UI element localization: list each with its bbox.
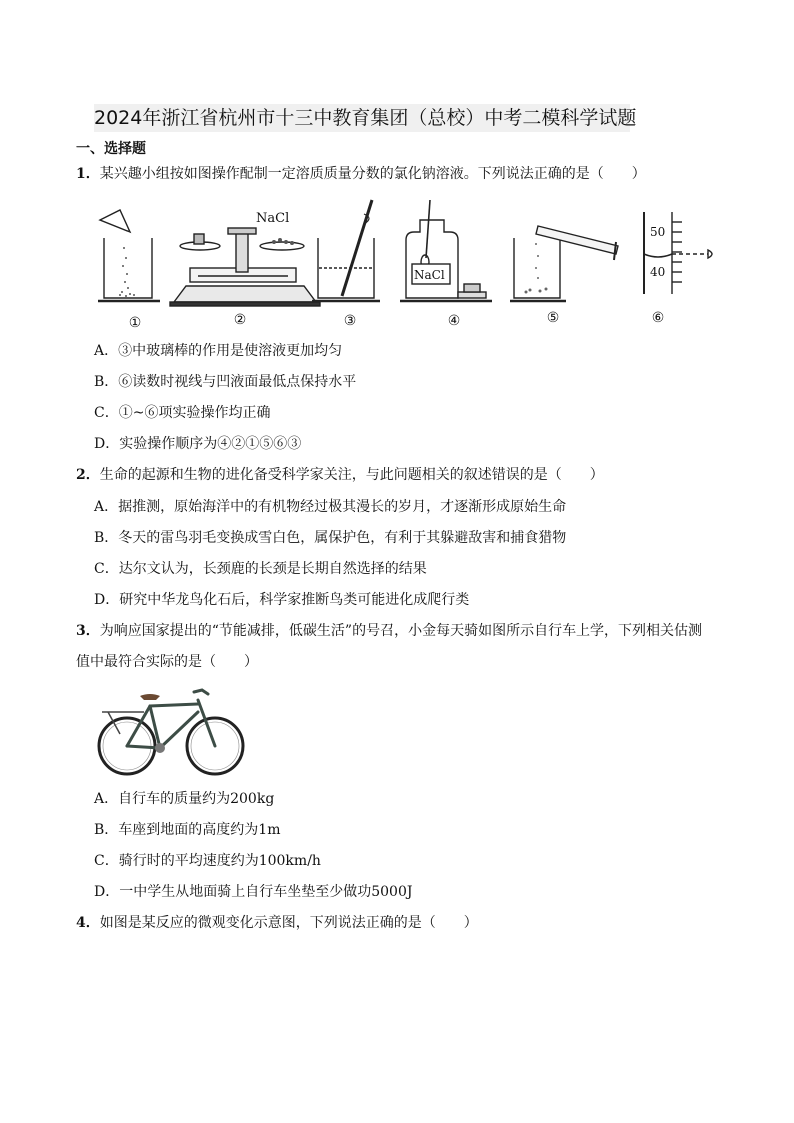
question-2 [76,465,726,485]
question-3-option-c: C．骑行时的平均速度约为100km/h [94,853,321,869]
question-number: 2． [76,467,100,483]
step1-pour-solid [98,210,160,301]
question-number: 3． [76,623,100,639]
figure-label-2: ② [233,312,247,328]
question-number: 1． [76,166,100,182]
question-1-option-d: D．实验操作顺序为④②①⑤⑥③ [94,436,302,452]
question-2-option-c: C．达尔文认为，长颈鹿的长颈是长期自然选择的结果 [94,561,427,577]
question-3-option-a: A．自行车的质量约为200kg [94,791,275,807]
bicycle-figure [94,682,248,778]
question-1-option-a: A．③中玻璃棒的作用是使溶液更加均匀 [94,343,343,359]
step4-reagent-bottle [400,200,492,301]
lab-operations-drawing [90,198,730,338]
figure-label-1: ① [128,315,142,331]
question-stem: 生命的起源和生物的进化备受科学家关注，与此问题相关的叙述错误的是（ ） [99,467,604,483]
step5-pour-liquid [510,226,618,301]
question-stem: 为响应国家提出的“节能减排，低碳生活”的号召，小金每天骑如图所示自行车上学，下列相关估测值中最符合实际的是（ ） [76,623,703,670]
step2-balance [170,211,320,306]
question-4 [76,913,726,933]
question-stem: 如图是某反应的微观变化示意图，下列说法正确的是（ ） [99,915,478,931]
section-heading: 一、选择题 [76,141,146,157]
question-3 [76,616,716,678]
figure-label-4: ④ [447,313,461,329]
question-3-option-b: B．车座到地面的高度约为1m [94,822,281,838]
question-number: 4． [76,915,100,931]
bottle-nacl-label: NaCl [414,268,445,282]
lab-operations-figure [90,198,730,338]
question-2-option-b: B．冬天的雷鸟羽毛变换成雪白色，属保护色，有利于其躲避敌害和捕食猎物 [94,530,567,546]
figure-label-3: ③ [343,313,357,329]
question-2-option-a: A．据推测，原始海洋中的有机物经过极其漫长的岁月，才逐渐形成原始生命 [94,499,567,515]
question-1 [76,164,726,184]
question-3-option-d: D．一中学生从地面骑上自行车坐垫至少做功5000J [94,884,413,900]
cylinder-mark-40: 40 [650,265,666,279]
cylinder-mark-50: 50 [650,225,666,239]
question-stem: 某兴趣小组按如图操作配制一定溶质质量分数的氯化钠溶液。下列说法正确的是（ ） [99,166,646,182]
balance-nacl-label: NaCl [256,211,290,226]
bicycle-drawing [94,682,248,778]
figure-label-5: ⑤ [546,310,560,326]
question-1-option-c: C．①~⑥项实验操作均正确 [94,405,271,421]
question-1-option-b: B．⑥读数时视线与凹液面最低点保持水平 [94,374,357,390]
page-title: 2024年浙江省杭州市十三中教育集团（总校）中考二模科学试题 [94,104,630,132]
step6-cylinder-reading [644,212,712,294]
question-2-option-d: D．研究中华龙鸟化石后，科学家推断鸟类可能进化成爬行类 [94,592,470,608]
step3-stir [312,200,380,301]
figure-label-6: ⑥ [651,310,665,326]
